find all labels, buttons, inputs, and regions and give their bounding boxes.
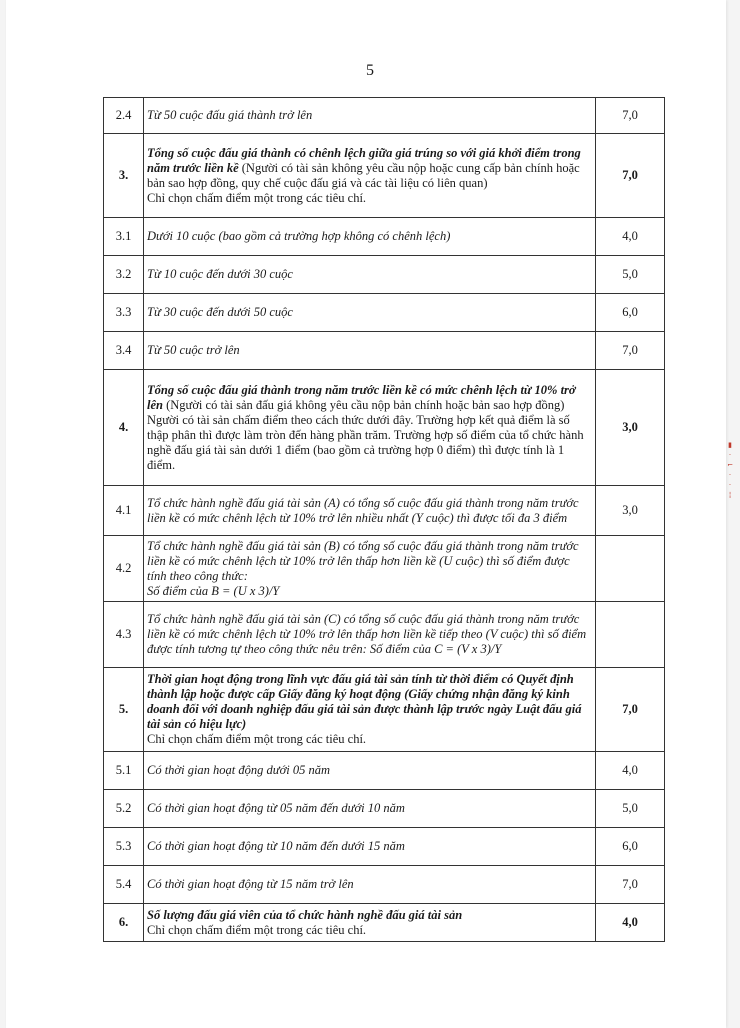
row-heading: Tổng số cuộc đấu giá thành trong năm trước liền kề có mức chênh lệch từ 10% trở lên: [147, 382, 576, 412]
row-score: [596, 602, 665, 668]
row-description: [144, 370, 596, 486]
row-score: 3,0: [596, 370, 665, 486]
row-score: 6,0: [596, 294, 665, 332]
row-note: Chỉ chọn chấm điểm một trong các tiêu chí.: [147, 732, 367, 746]
row-number: 3.3: [104, 294, 144, 332]
row-number: 3.: [104, 134, 144, 218]
criteria-table: [103, 97, 665, 942]
row-detail: Tổ chức hành nghề đấu giá tài sản (B) có tổng số cuộc đấu giá thành trong năm trước liền kề có mức chênh lệch từ 10% trở lên thấp hơn liền kề (U cuộc) thì số điểm được tính theo công thức:: [147, 538, 579, 583]
row-number: 2.4: [104, 98, 144, 134]
table-row: [104, 904, 665, 942]
row-note: Chỉ chọn chấm điểm một trong các tiêu chí.: [147, 190, 367, 205]
row-description: Có thời gian hoạt động từ 15 năm trở lên: [144, 866, 596, 904]
row-heading: Tổng số cuộc đấu giá thành có chênh lệch giữa giá trúng so với giá khởi điểm trong năm trước liền kề: [147, 145, 581, 175]
margin-stamp-mark: ▮ · ⌐ · · ¦: [727, 441, 733, 499]
row-score: 7,0: [596, 332, 665, 370]
row-description: Từ 10 cuộc đến dưới 30 cuộc: [144, 256, 596, 294]
table-row: [104, 332, 665, 370]
row-number: 4.: [104, 370, 144, 486]
row-number: 4.2: [104, 536, 144, 602]
row-score: 3,0: [596, 486, 665, 536]
table-row: [104, 602, 665, 668]
row-score: 4,0: [596, 904, 665, 942]
table-row: [104, 536, 665, 602]
row-description: Có thời gian hoạt động từ 10 năm đến dưới 15 năm: [144, 828, 596, 866]
table-row: [104, 752, 665, 790]
row-description: Từ 50 cuộc đấu giá thành trở lên: [144, 98, 596, 134]
row-description: Từ 30 cuộc đến dưới 50 cuộc: [144, 294, 596, 332]
row-score: 4,0: [596, 752, 665, 790]
row-score: 5,0: [596, 790, 665, 828]
row-description: [144, 904, 596, 942]
row-detail: (Người có tài sản không yêu cầu nộp hoặc cung cấp bản chính hoặc bản sao hợp đồng, quy chế cuộc đấu giá và các tài liệu có liên quan): [147, 160, 580, 190]
row-number: 3.4: [104, 332, 144, 370]
table-row: [104, 370, 665, 486]
row-description: [144, 134, 596, 218]
row-score: 6,0: [596, 828, 665, 866]
row-number: 5.2: [104, 790, 144, 828]
row-number: 5.4: [104, 866, 144, 904]
row-score: [596, 536, 665, 602]
row-number: 6.: [104, 904, 144, 942]
table-row: [104, 790, 665, 828]
page-number: 5: [366, 62, 374, 79]
table-row: [104, 218, 665, 256]
row-score: 7,0: [596, 866, 665, 904]
row-number: 3.2: [104, 256, 144, 294]
row-number: 4.1: [104, 486, 144, 536]
table-row: [104, 486, 665, 536]
table-row: [104, 256, 665, 294]
row-number: 5.3: [104, 828, 144, 866]
table-row: [104, 98, 665, 134]
row-heading: Thời gian hoạt động trong lĩnh vực đấu giá tài sản tính từ thời điểm có Quyết định thành lập hoặc được cấp Giấy đăng ký hoạt động (Giấy chứng nhận đăng ký kinh doanh đối với doanh nghiệp đấu giá tài sản được thành lập trước ngày Luật đấu giá tài sản có hiệu lực): [147, 672, 582, 731]
row-number: 3.1: [104, 218, 144, 256]
table-row: [104, 668, 665, 752]
table-row: [104, 294, 665, 332]
row-number: 5.: [104, 668, 144, 752]
row-score: 4,0: [596, 218, 665, 256]
row-formula: Số điểm của B = (U x 3)/Y: [147, 583, 280, 598]
row-detail: (Người có tài sản đấu giá không yêu cầu nộp bản chính hoặc bản sao hợp đồng): [162, 397, 565, 412]
table-row: [104, 134, 665, 218]
table-row: [104, 828, 665, 866]
row-score: 7,0: [596, 98, 665, 134]
row-note: Chỉ chọn chấm điểm một trong các tiêu chí.: [147, 922, 367, 937]
row-description: Có thời gian hoạt động từ 05 năm đến dưới 10 năm: [144, 790, 596, 828]
row-score: 7,0: [596, 134, 665, 218]
row-description: [144, 536, 596, 602]
row-description: Dưới 10 cuộc (bao gồm cả trường hợp không có chênh lệch): [144, 218, 596, 256]
table-row: [104, 866, 665, 904]
row-description: Từ 50 cuộc trở lên: [144, 332, 596, 370]
row-description: Tổ chức hành nghề đấu giá tài sản (A) có tổng số cuộc đấu giá thành trong năm trước liền kề có mức chênh lệch từ 10% trở lên nhiều nhất (Y cuộc) thì được tối đa 3 điểm: [144, 486, 596, 536]
row-score: 7,0: [596, 668, 665, 752]
row-heading: Số lượng đấu giá viên của tổ chức hành nghề đấu giá tài sản: [147, 907, 463, 922]
row-description: Tổ chức hành nghề đấu giá tài sản (C) có tổng số cuộc đấu giá thành trong năm trước liền kề có mức chênh lệch từ 10% trở lên thấp hơn liền kề tiếp theo (V cuộc) thì số điểm được tính tương tự theo công thức nêu trên: Số điểm của C = (V x 3)/Y: [144, 602, 596, 668]
row-number: 4.3: [104, 602, 144, 668]
row-note: Người có tài sản chấm điểm theo cách thức dưới đây. Trường hợp kết quả điểm là số thập phân thì được làm tròn đến hàng phần trăm. Trường hợp số điểm của tổ chức hành nghề đấu giá tài sản dưới 1 điểm (bao gồm cả trường hợp 0 điểm) thì được tính là 1 điểm.: [147, 412, 584, 472]
row-number: 5.1: [104, 752, 144, 790]
row-description: Có thời gian hoạt động dưới 05 năm: [144, 752, 596, 790]
row-description: [144, 668, 596, 752]
row-score: 5,0: [596, 256, 665, 294]
